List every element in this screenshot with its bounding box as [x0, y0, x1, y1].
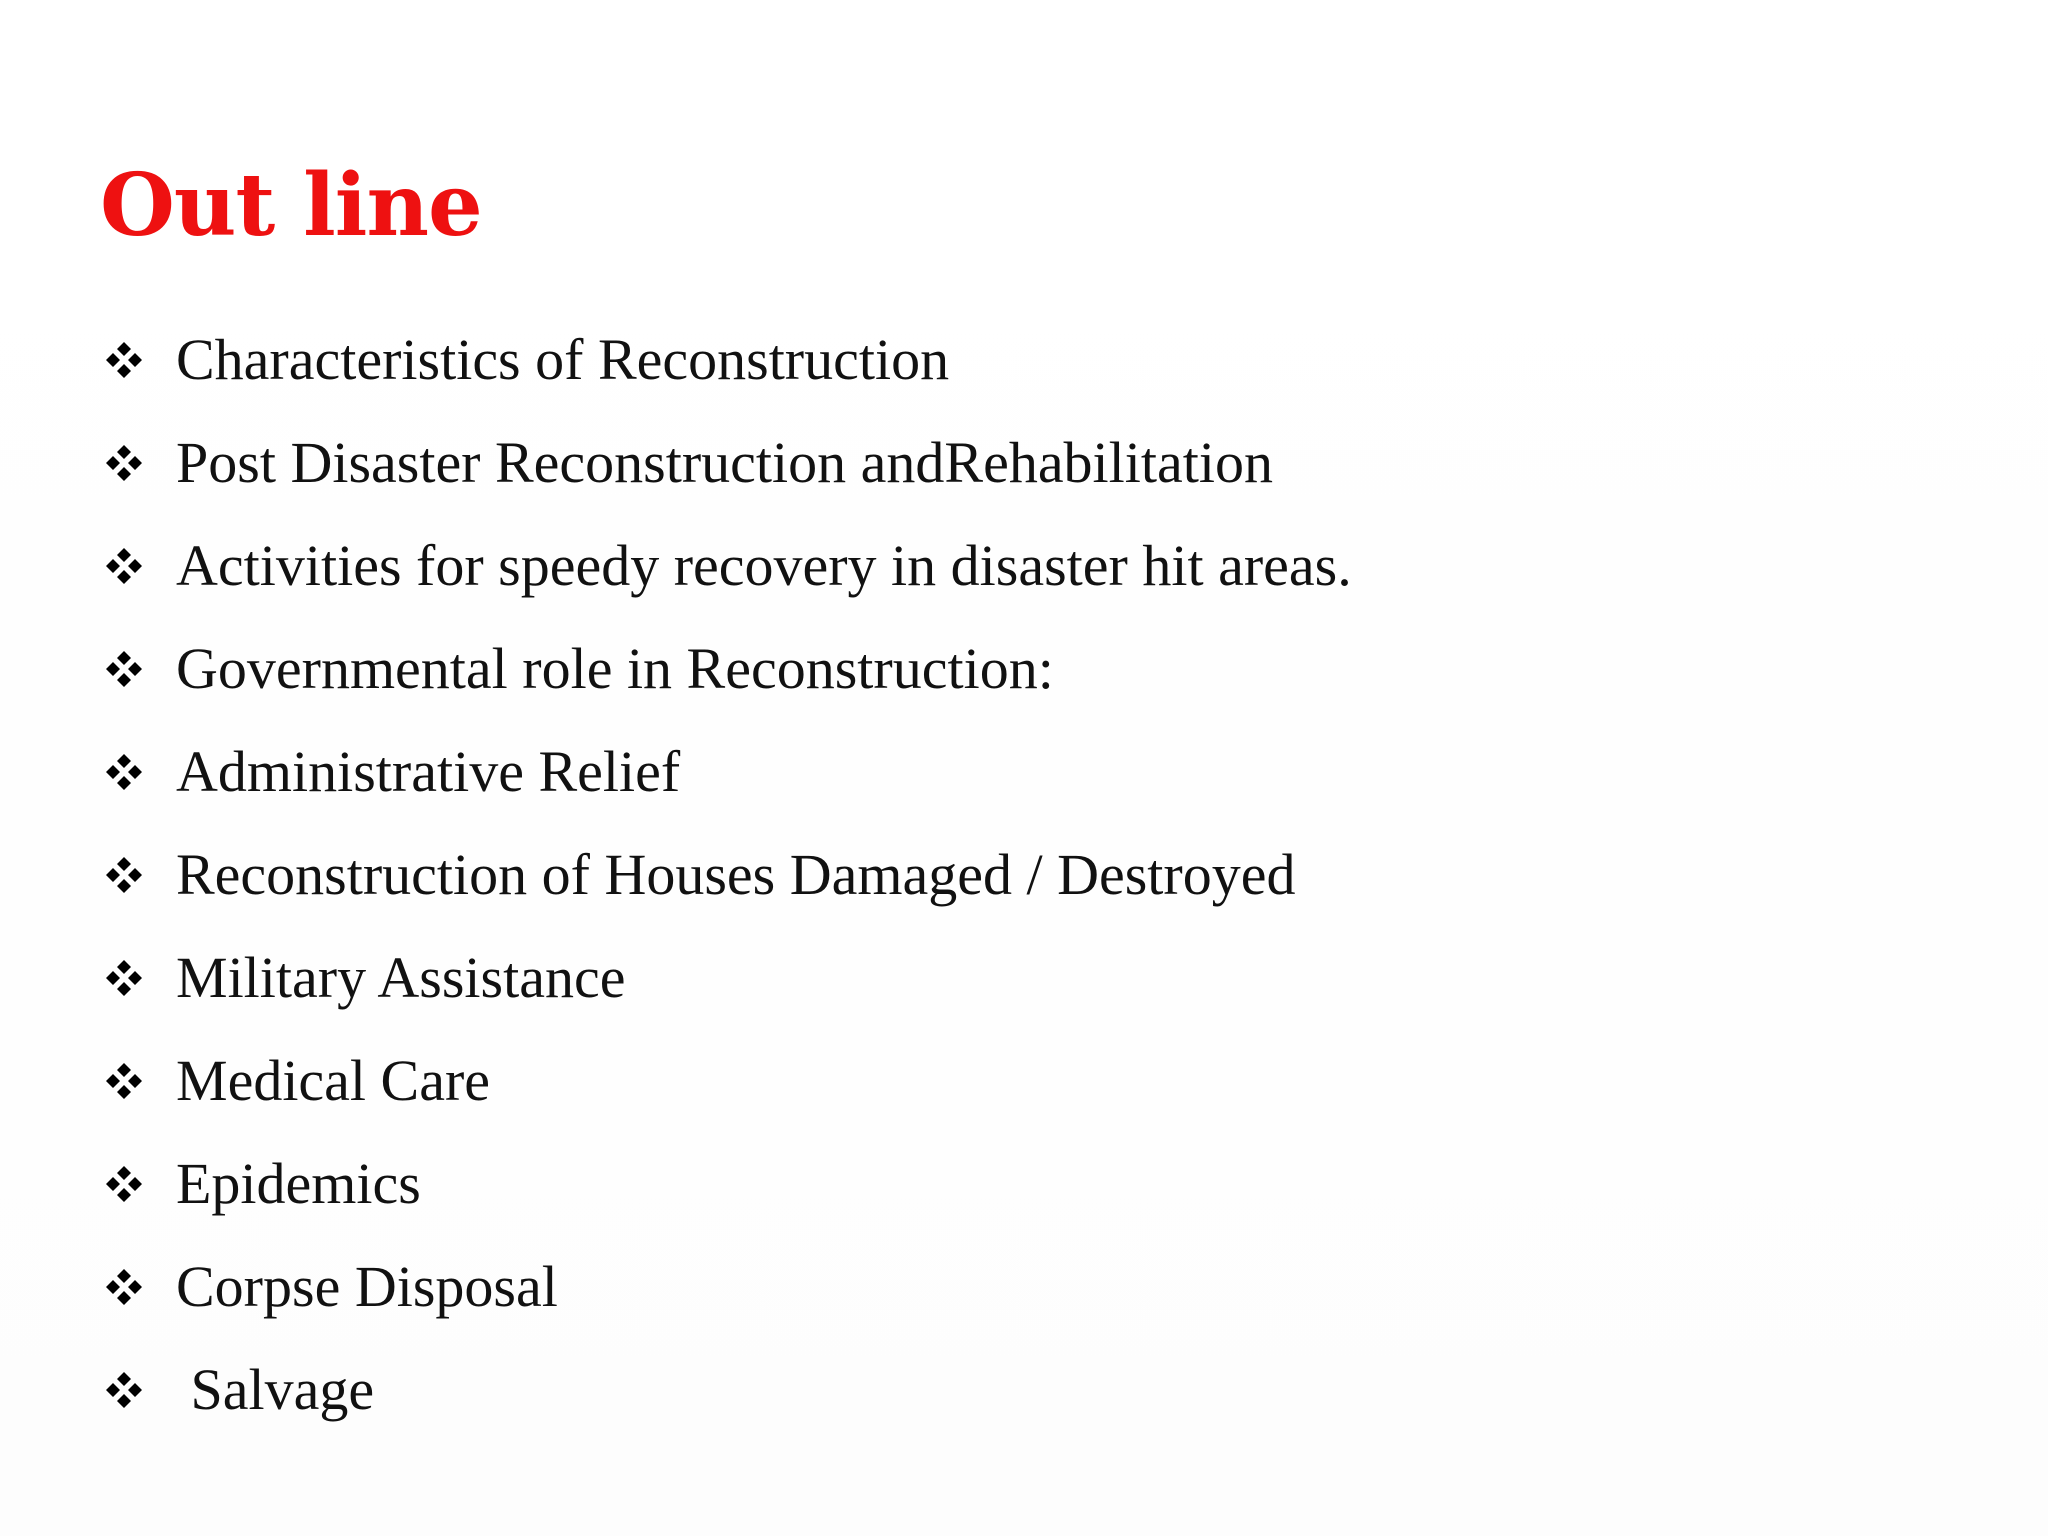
list-item-text: Military Assistance [176, 944, 626, 1010]
four-diamond-icon [100, 851, 148, 899]
list-item [100, 1132, 1352, 1235]
four-diamond-icon [100, 645, 148, 693]
list-item [100, 720, 1352, 823]
list-item [100, 1235, 1352, 1338]
list-item-text: Epidemics [176, 1150, 421, 1216]
four-diamond-icon [100, 1366, 148, 1414]
four-diamond-icon [100, 439, 148, 487]
list-item-text: Characteristics of Reconstruction [176, 326, 950, 392]
list-item-text: Salvage [176, 1356, 375, 1422]
list-item [100, 823, 1352, 926]
list-item [100, 1029, 1352, 1132]
four-diamond-icon [100, 542, 148, 590]
outline-list [100, 308, 1352, 1441]
list-item [100, 926, 1352, 1029]
four-diamond-icon [100, 1160, 148, 1208]
list-item-text: Medical Care [176, 1047, 491, 1113]
four-diamond-icon [100, 748, 148, 796]
list-item [100, 411, 1352, 514]
list-item-text: Activities for speedy recovery in disaster hit areas. [176, 532, 1352, 598]
list-item [100, 617, 1352, 720]
four-diamond-icon [100, 1263, 148, 1311]
list-item-text: Reconstruction of Houses Damaged / Destroyed [176, 841, 1296, 907]
list-item-text: Administrative Relief [176, 738, 681, 804]
four-diamond-icon [100, 954, 148, 1002]
four-diamond-icon [100, 336, 148, 384]
list-item [100, 1338, 1352, 1441]
slide-title: Out line [100, 155, 482, 256]
list-item [100, 308, 1352, 411]
list-item-text: Governmental role in Reconstruction: [176, 635, 1054, 701]
list-item-text: Corpse Disposal [176, 1253, 558, 1319]
list-item [100, 514, 1352, 617]
four-diamond-icon [100, 1057, 148, 1105]
list-item-text: Post Disaster Reconstruction andRehabilitation [176, 429, 1273, 495]
